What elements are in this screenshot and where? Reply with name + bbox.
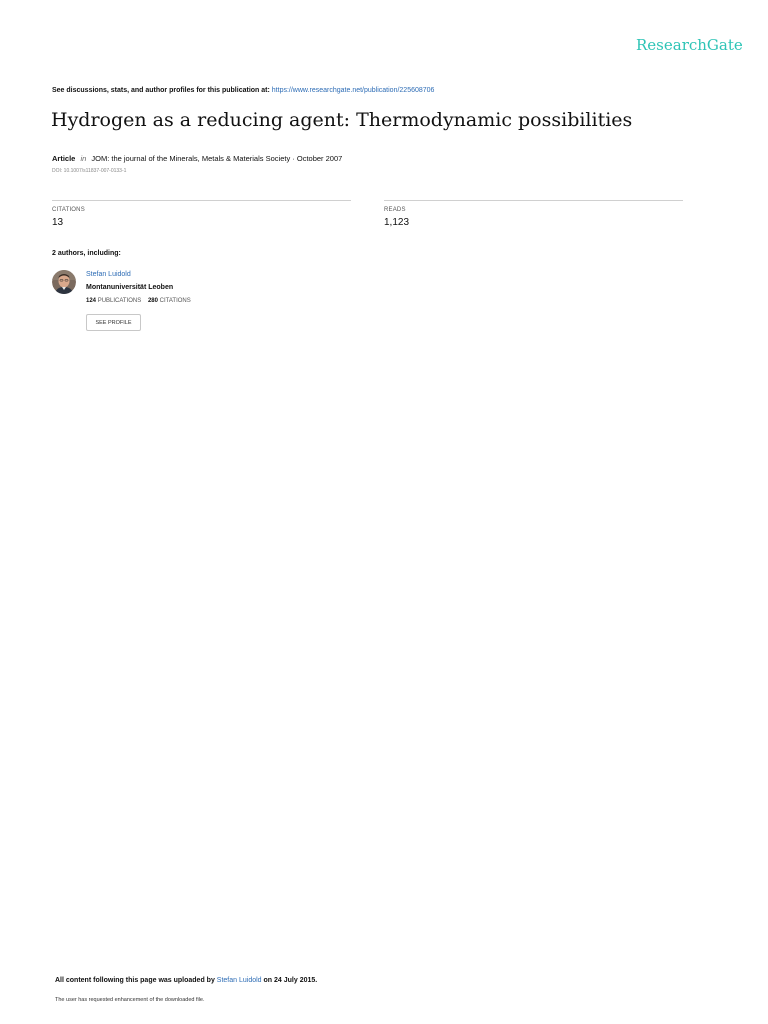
- reads-divider: [384, 200, 683, 201]
- discussion-line: [52, 87, 434, 94]
- enhancement-note: The user has requested enhancement of the downloaded file.: [55, 997, 205, 1003]
- publication-meta: [52, 154, 342, 163]
- venue-and-date: JOM: the journal of the Minerals, Metals & Materials Society · October 2007: [91, 154, 343, 163]
- author-stats: [86, 298, 191, 304]
- discussion-prefix: See discussions, stats, and author profiles for this publication at:: [52, 87, 270, 94]
- citations-divider: [52, 200, 351, 201]
- upload-note: [55, 977, 317, 984]
- author-citations-count: 280: [147, 298, 158, 304]
- authors-heading: 2 authors, including:: [52, 250, 121, 257]
- author-citations-label: CITATIONS: [159, 298, 191, 304]
- author-name-link[interactable]: Stefan Luidold: [86, 271, 131, 278]
- author-publications-label: PUBLICATIONS: [97, 298, 142, 304]
- author-institution: Montanuniversität Leoben: [86, 284, 174, 291]
- author-avatar[interactable]: [52, 270, 76, 294]
- publication-type: Article: [52, 154, 76, 163]
- see-profile-button[interactable]: SEE PROFILE: [86, 314, 141, 331]
- citations-value: 13: [52, 217, 64, 228]
- reads-label: READS: [384, 207, 406, 213]
- upload-prefix: All content following this page was uploaded by: [55, 977, 215, 984]
- author-publications-count: 124: [86, 298, 97, 304]
- doi: DOI: 10.1007/s11837-007-0133-1: [52, 168, 127, 174]
- reads-value: 1,123: [384, 217, 410, 228]
- publication-title: Hydrogen as a reducing agent: Thermodynamic possibilities: [51, 109, 633, 131]
- researchgate-logo[interactable]: ResearchGate: [636, 36, 743, 54]
- author-photo: [52, 270, 76, 294]
- uploader-link[interactable]: Stefan Luidold: [216, 977, 262, 984]
- upload-suffix: on 24 July 2015.: [263, 977, 318, 984]
- in-word: in: [80, 154, 87, 163]
- citations-label: CITATIONS: [52, 207, 85, 213]
- publication-link[interactable]: https://www.researchgate.net/publication/225608706: [271, 87, 435, 94]
